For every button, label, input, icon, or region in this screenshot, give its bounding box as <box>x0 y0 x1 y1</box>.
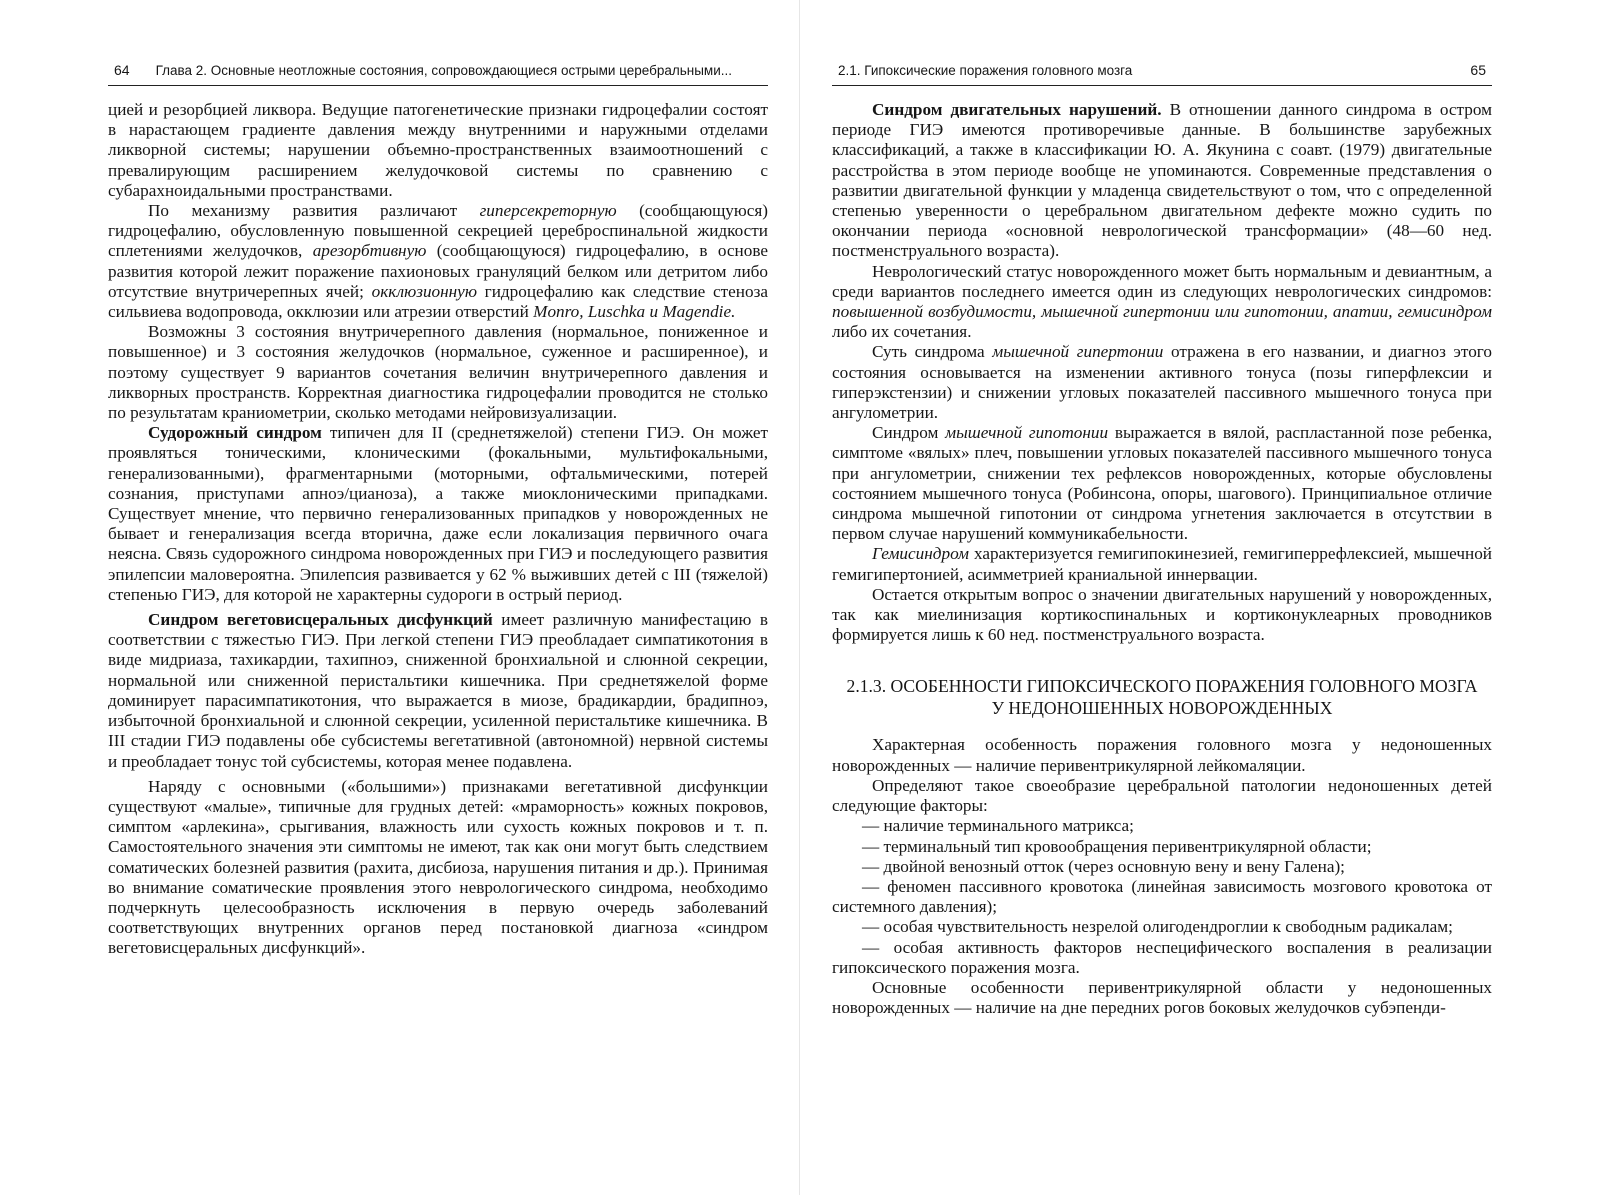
left-running-title: Глава 2. Основные неотложные состояния, сопровождающиеся острыми церебральными... <box>155 63 733 78</box>
right-running-head <box>832 62 1492 86</box>
left-paragraph-1: цией и резорбцией ликвора. Ведущие патогенетические признаки гидроцефалии состоят в нарастающем градиенте давления между внутренними и наружными отделами ликворной системы; нарушении объемно-пространственных взаимоотношений с превалирующим расширением желудочковой системы по сравнению с субарахноидальными пространствами. <box>108 100 768 200</box>
right-running-title: 2.1. Гипоксические поражения головного мозга <box>838 63 1133 78</box>
left-paragraph-4: Судорожный синдром типичен для II (среднетяжелой) степени ГИЭ. Он может проявляться тоническими, клоническими (фокальными, мультифокальными, генерализованными), фрагментарными (моторными, офтальмическими, потерей сознания, приступами апноэ/цианоза), а также миоклоническими припадками. Существует мнение, что первично генерализованных припадков у новорожденных не бывает и генерализация всегда вторична, даже если локализация первичного очага неясна. Связь судорожного синдрома новорожденных при ГИЭ и последующего развития эпилепсии маловероятна. Эпилепсия развивается у 62 % выживших детей с III (тяжелой) степенью ГИЭ, для которой не характерны судороги в острый период. <box>108 423 768 604</box>
heading-vegetovisceral-syndrome: Синдром вегетовисцеральных дисфункций <box>148 610 493 630</box>
left-paragraph-2: По механизму развития различают гиперсекреторную (сообщающуюся) гидроцефалию, обусловленную повышенной секрецией цереброспинальной жидкости сплетениями желудочков, арезорбтивную (сообщающуюся) гидроцефалию, в основе развития которой лежит поражение пахионовых грануляций белком или детритом либо отсутствие внутричерепных ячей; окклюзионную гидроцефалию как следствие стеноза сильвиева водопровода, окклюзии или атрезии отверстий Monro, Luschka и Magendie. <box>108 201 768 322</box>
right-paragraph-3: Суть синдрома мышечной гипертонии отражена в его названии, и диагноз этого состояния основывается на изменении активного тонуса (позы гиперфлексии и гиперэкстензии) и снижении угловых показателей пассивного мышечного тонуса при ангулометрии. <box>832 342 1493 423</box>
right-paragraph-1: Синдром двигательных нарушений. В отношении данного синдрома в остром периоде ГИЭ имеются противоречивые данные. В большинстве зарубежных классификаций, а также в классификации Ю. А. Якунина с соавт. (1979) двигательные расстройства в этом периоде вообще не упоминаются. Современные представления о развитии двигательной функции у младенца свидетельствуют о том, что с определенной степенью уверенности о церебральном двигательном дефекте можно судить по окончании периода «основной неврологической трансформации» (48—60 нед. постменструального возраста). <box>832 100 1492 261</box>
left-page-body <box>108 100 768 959</box>
section-heading-line-2: У НЕДОНОШЕННЫХ НОВОРОЖДЕННЫХ <box>991 698 1333 719</box>
list-item: — двойной венозный отток (через основную вену и вену Галена); <box>862 856 1345 876</box>
syndrome-list: повышенной возбудимости, мышечной гипертонии или гипотонии, апатии, гемисиндром <box>832 302 1492 322</box>
right-page-body <box>832 100 1492 1018</box>
right-paragraph-7: Характерная особенность поражения головного мозга у недоношенных новорожденных — наличие перивентрикулярной лейкомаляции. <box>832 735 1492 775</box>
term-hemisyndrome: Гемисиндром <box>872 544 969 564</box>
term-foramina: Monro, Luschka и Magendie. <box>533 302 736 322</box>
list-item: — феномен пассивного кровотока (линейная зависимость мозгового кровотока от системного давления); <box>832 876 1492 917</box>
right-paragraph-6: Остается открытым вопрос о значении двигательных нарушений у новорожденных, так как миелинизация кортикоспинальных и кортиконуклеарных проводников формируется лишь к 60 нед. постменструального возраста. <box>832 584 1492 645</box>
right-paragraph-9: Основные особенности перивентрикулярной области у недоношенных новорожденных — наличие на дне передних рогов боковых желудочков субэпенди- <box>832 977 1492 1018</box>
right-paragraph-8: Определяют такое своеобразие церебральной патологии недоношенных детей следующие факторы: <box>832 775 1492 816</box>
left-paragraph-3: Возможны 3 состояния внутричерепного давления (нормальное, пониженное и повышенное) и 3 состояния желудочков (нормальное, суженное и расширенное), и поэтому существует 9 вариантов сочетания величин внутричерепного давления и ликворных пространств. Корректная диагностика гидроцефалии проводится не столько по результатам краниометрии, сколько методами нейровизуализации. <box>108 322 768 423</box>
term-muscle-hypotonia: мышечной гипотонии <box>945 423 1109 443</box>
left-paragraph-6: Наряду с основными («большими») признаками вегетативной дисфункции существуют «малые», типичные для грудных детей: «мраморность» кожных покровов, симптом «арлекина», срыгивания, влажность или сухость кожных покровов и т. п. Самостоятельного значения эти симптомы не имеют, так как они могут быть следствием соматических болезней развития (рахита, дисбиоза, нарушения питания и др.). Принимая во внимание соматические проявления этого неврологического синдрома, необходимо подчеркнуть целесообразность исключения в первую очередь заболеваний соответствующих внутренних органов перед постановкой диагноза «синдром вегетовисцеральных дисфункций». <box>108 776 768 958</box>
term-aresorptive: арезорбтивную <box>312 241 427 261</box>
list-item: — наличие терминального матрикса; <box>862 816 1134 836</box>
list-item: — особая активность факторов неспецифического воспаления в реализации гипоксического поражения мозга. <box>832 937 1492 977</box>
book-gutter <box>799 0 800 1195</box>
left-page-number: 64 <box>114 62 130 78</box>
left-running-head <box>108 62 768 86</box>
term-occlusive: окклюзионную <box>371 281 477 301</box>
left-paragraph-5: Синдром вегетовисцеральных дисфункций имеет различную манифестацию в соответствии с тяжестью ГИЭ. При легкой степени ГИЭ преобладает симпатикотония в виде мидриаза, тахикардии, тахипноэ, сниженной бронхиальной и слюнной секреции, нормальной или сниженной перистальтики кишечника. При среднетяжелой форме доминирует парасимпатикотония, что выражается в миозе, брадикардии, брадипноэ, избыточной бронхиальной и слюнной секреции, усиленной перистальтике кишечника. В III стадии ГИЭ подавлены обе субсистемы вегетативной (автономной) нервной системы и преобладает тонус той субсистемы, которая менее подавлена. <box>108 610 769 771</box>
right-paragraph-2: Неврологический статус новорожденного может быть нормальным и девиантным, а среди вариантов последнего имеется один из следующих неврологических синдромов: повышенной возбудимости, мышечной гипертонии или гипотонии, апатии, гемисиндром либо их сочетания. <box>832 261 1492 342</box>
left-page <box>108 62 768 959</box>
section-heading-line-1: 2.1.3. ОСОБЕННОСТИ ГИПОКСИЧЕСКОГО ПОРАЖЕНИЯ ГОЛОВНОГО МОЗГА <box>846 676 1478 697</box>
section-heading-2-1-3 <box>832 675 1492 719</box>
list-item: — терминальный тип кровообращения перивентрикулярной области; <box>862 836 1372 856</box>
term-muscle-hypertonia: мышечной гипертонии <box>992 342 1164 362</box>
term-hypersecretory: гиперсекреторную <box>479 201 617 221</box>
right-page-number: 65 <box>1470 62 1486 78</box>
list-item: — особая чувствительность незрелой олигодендроглии к свободным радикалам; <box>862 917 1453 937</box>
heading-seizure-syndrome: Судорожный синдром <box>148 423 322 443</box>
right-paragraph-5: Гемисиндром характеризуется гемигипокинезией, гемигиперрефлексией, мышечной гемигипертонией, асимметрией краниальной иннервации. <box>832 544 1492 584</box>
right-page <box>832 62 1492 1018</box>
heading-motor-syndrome: Синдром двигательных нарушений. <box>872 100 1162 119</box>
right-paragraph-4: Синдром мышечной гипотонии выражается в вялой, распластанной позе ребенка, симптоме «вялых» плеч, повышении угловых показателей пассивного мышечного тонуса при ангулометрии, снижении тех рефлексов новорожденных, которые обусловлены состоянием мышечного тонуса (Робинсона, опоры, шагового). Принципиальное отличие синдрома мышечной гипотонии от синдрома угнетения заключается в отсутствии в первом случае нарушений коммуникабельности. <box>832 423 1493 544</box>
